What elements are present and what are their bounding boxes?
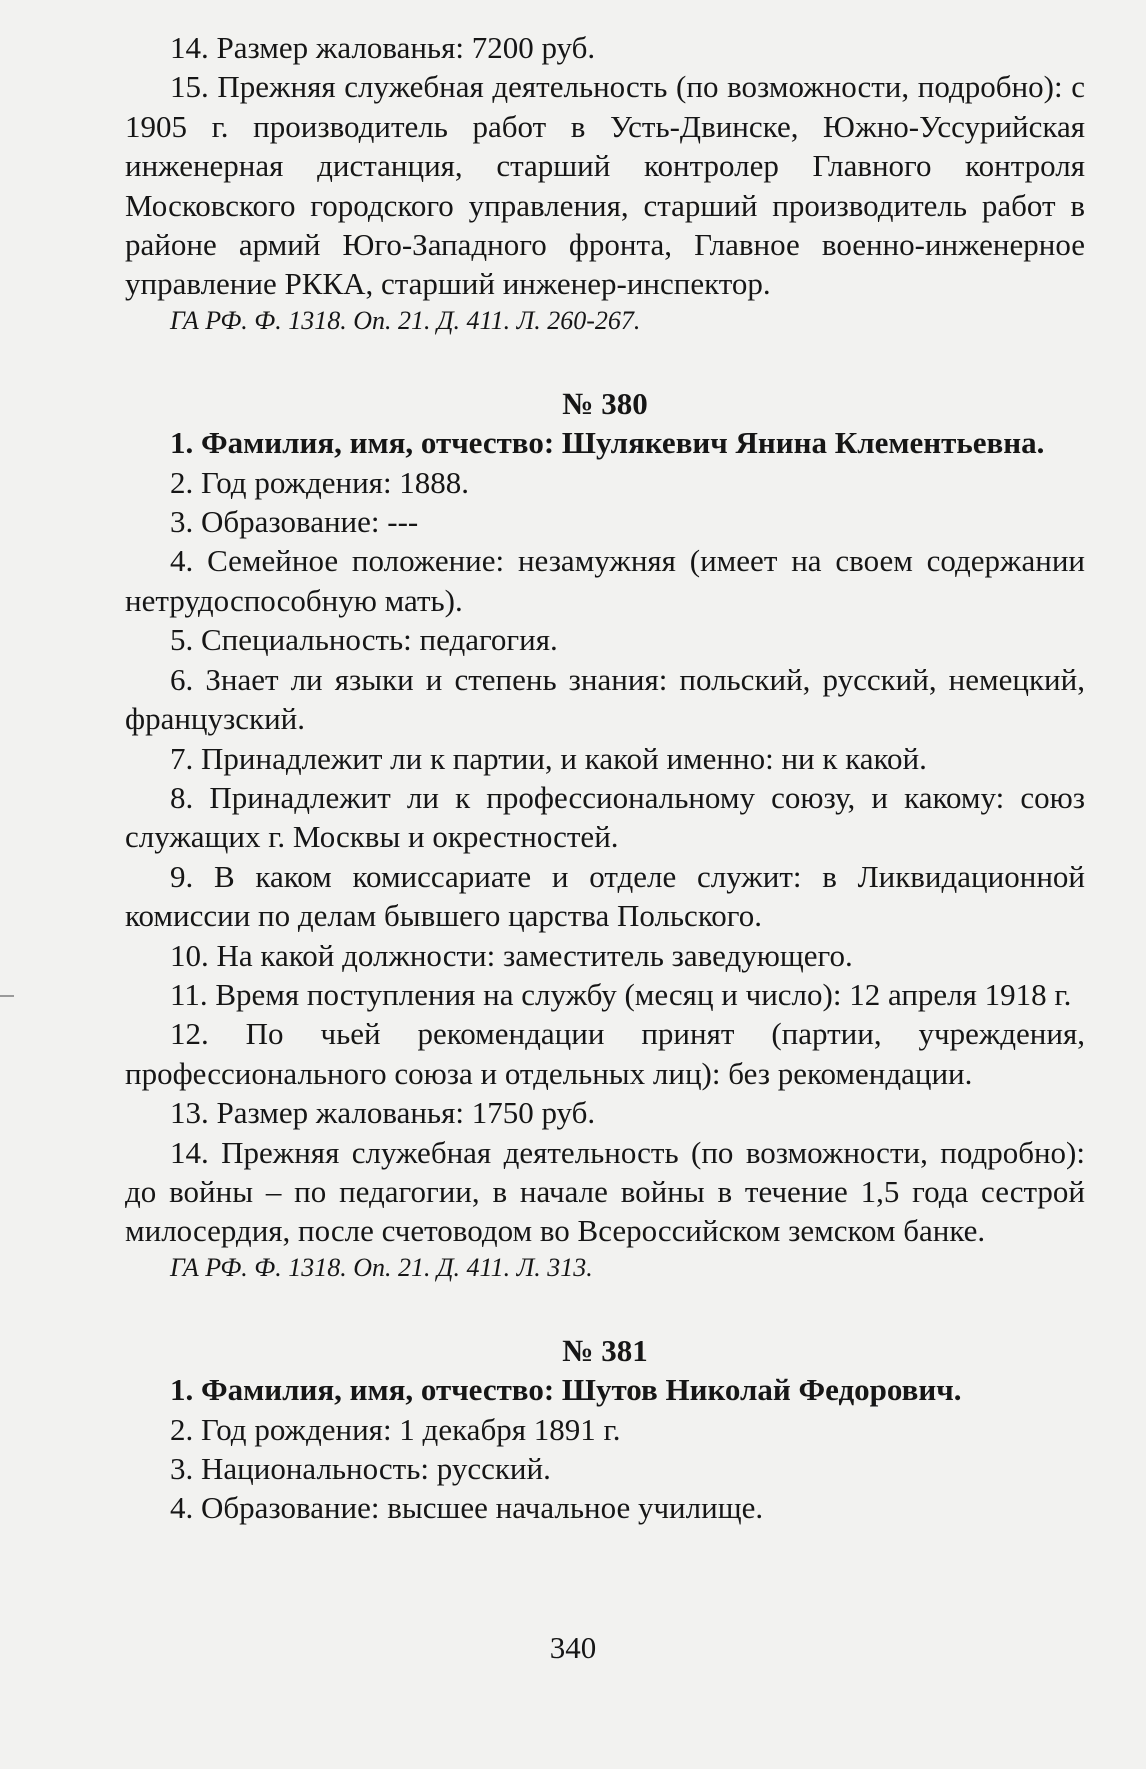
page-number: 340 (549, 1630, 597, 1665)
scan-edge-mark (0, 995, 14, 997)
doc380-item: 11. Время поступления на службу (месяц и число): 12 апреля 1918 г. (170, 976, 1072, 1012)
document-number-381: № 381 (562, 1332, 648, 1368)
doc380-item: 4. Семейное положение: незамужняя (имеет на своем содержании нетрудоспособную мать). (125, 543, 1085, 618)
doc380-item: 12. По чьей рекомендации принят (партии, учреждения, профессионального союза и отдельных лиц): без рекомендации. (125, 1016, 1085, 1091)
doc380-item: 2. Год рождения: 1888. (170, 464, 470, 500)
prev-item-14: 14. Размер жалованья: 7200 руб. (170, 30, 596, 65)
doc381-name: 1. Фамилия, имя, отчество: Шутов Николай Федорович. (170, 1372, 962, 1408)
prev-item-15: 15. Прежняя служебная деятельность (по возможности, подробно): с 1905 г. производитель работ в Усть-Двинске, Южно-Уссурийская инженерная дистанция, старший контролер Главного контроля Московского городского управления, старший производитель работ в районе армий Юго-Западного фронта, Главное военно-инженерное управление РККА, старший инженер-инспектор. (125, 69, 1085, 302)
doc381-item: 3. Национальность: русский. (170, 1451, 551, 1486)
doc380-item: 10. На какой должности: заместитель заведующего. (170, 937, 853, 973)
doc380-item: 5. Специальность: педагогия. (170, 622, 558, 658)
doc380-item: 8. Принадлежит ли к профессиональному союзу, и какому: союз служащих г. Москвы и окрестностей. (125, 779, 1085, 855)
document-page (125, 28, 1085, 1528)
doc381-item: 2. Год рождения: 1 декабря 1891 г. (170, 1411, 621, 1447)
prev-archive-source: ГА РФ. Ф. 1318. Оп. 21. Д. 411. Л. 260-267. (170, 305, 641, 335)
doc380-item: 14. Прежняя служебная деятельность (по возможности, подробно): до войны – по педагогии, в начале войны в течение 1,5 года сестрой милосердия, после счетоводом во Всероссийском земском банке. (125, 1134, 1085, 1249)
doc380-item: 9. В каком комиссариате и отделе служит: в Ликвидационной комиссии по делам бывшего царства Польского. (125, 858, 1085, 934)
doc380-item: 6. Знает ли языки и степень знания: польский, русский, немецкий, французский. (125, 661, 1085, 737)
doc381-item: 4. Образование: высшее начальное училище. (170, 1490, 764, 1526)
doc380-archive-source: ГА РФ. Ф. 1318. Оп. 21. Д. 411. Л. 313. (170, 1252, 593, 1282)
document-number-380: № 380 (562, 385, 648, 421)
doc380-item: 13. Размер жалованья: 1750 руб. (170, 1095, 596, 1131)
doc380-item: 3. Образование: --- (170, 504, 419, 540)
doc380-name: 1. Фамилия, имя, отчество: Шулякевич Янина Клементьевна. (170, 425, 1045, 461)
doc380-item: 7. Принадлежит ли к партии, и какой именно: ни к какой. (170, 740, 927, 776)
